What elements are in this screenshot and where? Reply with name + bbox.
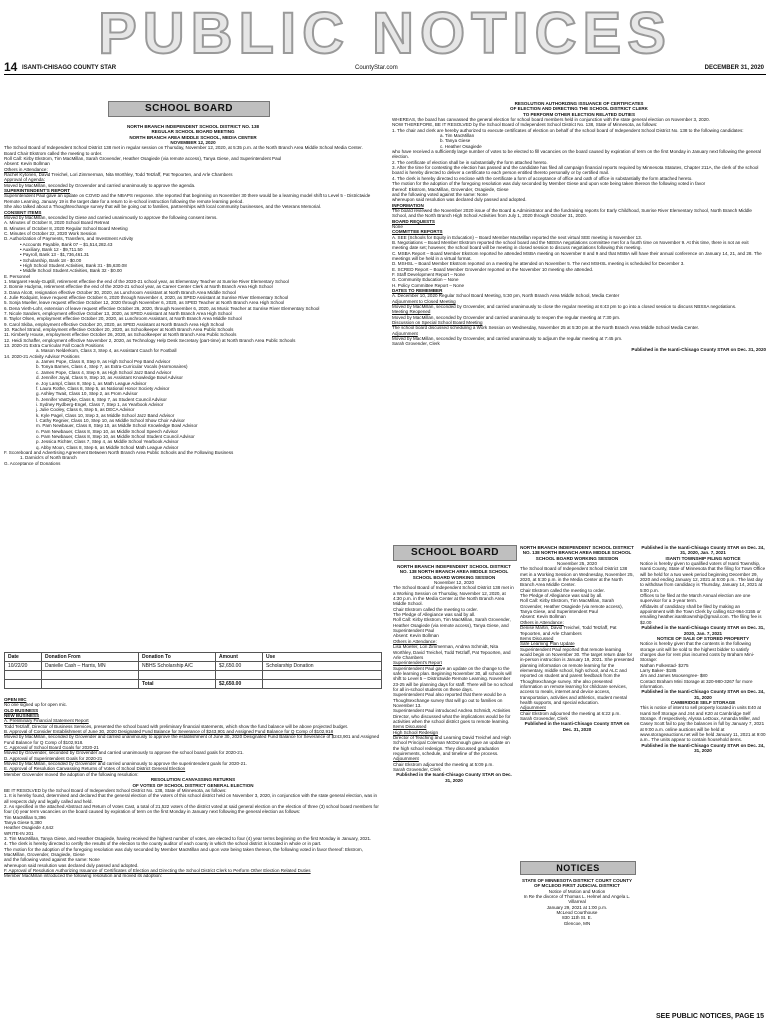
text-line: Published in the Isanti-Chisago County STAR on Dec. 24, 31, 2020 xyxy=(641,689,765,700)
text-line: BOARD REQUESTS xyxy=(392,218,435,224)
text-line: OPEN MIC xyxy=(4,697,27,702)
regular-meeting-continued xyxy=(4,697,382,1020)
text-line: • Accounts Payable, Bank 07 – $1,514,282.43 xyxy=(20,241,113,247)
text-line: a. James Pope, Class 8, Step 9, as High School Pep Band Advisor xyxy=(36,359,171,365)
text-line: Superintendent Paul gave an update on COVID and the NBAPS response. She reported that beginning on November 30 there would be a learning model shift to Level 5 - Districtwide Remote Learning. January 19 is the target date for a return to in-school instruction following the remote learning period. xyxy=(4,193,371,204)
text-line: Superintendent Paul also reported that there would be a Thoughtexchange survey that will go out to families on November 13. xyxy=(393,692,506,708)
text-line: Roll Call: Kirby Ekstrom, Tim MacMillan, Sarah Grovender, Heather Osagiede (via remote access), Tanya Giese, and Superintendent Paul xyxy=(393,617,511,634)
text-line: A. Preliminary Financial Statement Report xyxy=(4,718,89,724)
text-line: Moved by MacMillan, seconded by Grovender and carried unanimously to reopen the regular meeting at 7:30 pm. xyxy=(392,314,621,320)
court-notice xyxy=(520,878,634,978)
text-line: a. Tim MacMillan xyxy=(440,133,475,139)
text-line: OLD BUSINESS xyxy=(4,707,39,713)
text-line: 1. Darnick's of North Branch xyxy=(20,455,77,461)
text-line: Adjournment to Closed Meeting xyxy=(392,298,456,304)
text-line: She also talked about a Thoughtexchange survey that will be going out to families, partnerships with local community businesses, and the Veterans Memorial. xyxy=(4,204,322,210)
cell xyxy=(216,671,263,680)
text-line: 1. The chair and clerk are hereby authorized to execute certificates of election on behalf of the school board of Independent School District No. 138 to the following candidates: xyxy=(392,127,744,133)
cell: NBHS Scholarship A/C xyxy=(139,662,216,671)
text-line: and the following voted against the same: None xyxy=(392,191,488,197)
text-line: 2. The certificate of election shall be in substantially the form attached hereto. xyxy=(392,159,548,165)
text-line: Nathan Folkestad- $275 xyxy=(640,662,689,668)
text-line: High School Redesign xyxy=(393,729,438,735)
text-line: b. Tanya Giese xyxy=(440,138,471,144)
text-line: OF VOTES OF SCHOOL DISTRICT GENERAL ELECTION xyxy=(132,782,254,788)
donations-header-row xyxy=(5,653,382,662)
text-line: c. Heather Osagiede xyxy=(440,143,482,149)
page-number: 14 xyxy=(4,60,18,74)
text-line: 12. Heidi Schaffer, employment effective November 2, 2020, as Technology Help Desk Secretary (part-time) at North Branch Area Public Schools xyxy=(4,337,296,343)
text-line: NOVEMBER 12, 2020 xyxy=(170,140,216,146)
text-line: Todd Tetzlaff, Director of Business Services, presented the school board with preliminary financial statements, which show the fund balance will be above projected budget. xyxy=(4,723,349,729)
text-line: thereof: Ekstrom, MacMillan, Grovender, Osagiede, Giese xyxy=(392,186,509,192)
text-line: Others in Attendance: xyxy=(4,166,48,172)
text-line: Board Chair Ekstrom called the meeting to order. xyxy=(4,150,103,156)
text-line: Others in Attendance: xyxy=(520,619,564,625)
col-amount: Amount xyxy=(216,653,263,662)
text-line: Moved by MacMillan, seconded by Giese and carried unanimously to approve the following consent items. xyxy=(4,214,218,220)
text-line: e. Joy Lampl, Class 8, Step 1, as Math League Advisor xyxy=(36,380,147,386)
text-line: NORTH BRANCH AREA MIDDLE SCHOOL, MEDIA CENTER xyxy=(129,134,257,140)
text-line: i. Sydney Rydberg-Engel, Class 7, Step 1, as Yearbook Advisor xyxy=(36,401,164,407)
text-line: f. Laura Rothe, Class 8, Step 5, as National Honor Society Advisor xyxy=(36,385,170,391)
text-line: NEW BUSINESS xyxy=(4,713,40,719)
text-line: REGULAR SCHOOL BOARD MEETING xyxy=(151,129,235,135)
text-line: and the following voted against the same: None xyxy=(4,857,100,863)
text-line: c. James Pope, Class 4, Step 9, as High School Jazz Band Advisor xyxy=(36,369,172,375)
text-line: November 12, 2020 xyxy=(434,580,474,586)
text-line: A. Minutes of October 8, 2020 School Board Retreat xyxy=(4,220,110,226)
text-line: NORTH BRANCH INDEPENDENT SCHOOL DISTRICT NO. 138 xyxy=(126,124,260,129)
text-line: Offices to be filed at the March Annual election are one supervisor for a 3-year term. xyxy=(640,593,751,604)
text-line: The school board discussed scheduling a Work Session on Wednesday, November 25 at 5:30 pm at the North Branch Area Middle School Media Center. xyxy=(392,325,700,331)
text-line: Moved by MacMillan, seconded by Grovender, and carried unanimously to adjourn the regular meeting at 7:45 pm. xyxy=(392,336,623,342)
text-line: Notice is hereby given that the contents in the following storage unit will be sold to the highest bidder to satisfy charges due for rent plus incurred costs by Braham Mini-Storage: xyxy=(640,641,755,663)
text-line: 3. Tim MacMillan, Tanya Giese, and Heather Osagiede, having received the highest number of votes, are elected to four (4) year terms beginning on the first Monday in January, 2021. xyxy=(4,835,372,841)
text-line: Meeting Reopened xyxy=(392,309,431,315)
text-line: Sarah Grovender, Clerk xyxy=(392,341,440,347)
text-line: ISANTI TOWNSHIP FILING NOTICE xyxy=(665,555,741,561)
total-amount: $2,650.00 xyxy=(216,680,263,689)
text-line: 13. 2020-21 Extra Curricular Fall Coach Positions xyxy=(4,343,104,349)
text-line: whereupon said resolution was declared duly passed and adopted. xyxy=(4,862,139,868)
folio-bar xyxy=(0,60,770,74)
text-line: This is notice of intent to sell property located in units E40 at Isanti Self Storage and J44 and K20 at Cambridge Self Storage. If respectively, Alyssa LeDoux, Amanda Miller, and Casey Scott fail to pay the balances in full by January 7, 2021 at 9:00 a.m. online auctions will be held at www.storageauctions.net will be held January 11, 2021 at 9:00 a.m.. The units appear to contain household items. xyxy=(640,705,766,743)
text-line: o. Pam Newbauer, Class 8, Step 10, as Middle School Student Council Advisor xyxy=(36,433,195,439)
working-session-nov12 xyxy=(393,564,515,1020)
text-line: D. Approval of Superintendent Goals for 2020-21 xyxy=(4,755,103,761)
text-line: Adjournment xyxy=(393,756,419,762)
text-line: Superintendent Paul introduced Andrea Schmidt, Activities Director, who discussed what the implications would be for activities when the school district goes to remote learning. xyxy=(393,708,511,724)
text-line: WHEREAS, the board has canvassed the general election for school board members held in conjunction with the state general election on November 3, 2020. xyxy=(392,117,710,123)
text-line: • High School Student Activities, Bank 31 - $5,630.08 xyxy=(20,262,127,268)
col-date: Date xyxy=(5,653,42,662)
text-line: E. SCRED Report – Board Member Grovender reported on the November 10 meeting she attended. xyxy=(392,266,594,272)
text-line: The motion for the adoption of the foregoing resolution was duly seconded by Member MacMillan and upon vote being taken thereon, the following voted in favor thereof: Ekstrom, MacMillan, Grovender, Osagiede, Giese xyxy=(4,846,363,857)
text-line: Director of Teaching and Learning David Treichel and High School Principal Coleman McDonough gave an update on the high school redesign. They discussed graduation requirements, schedule, and timeline of the process. xyxy=(393,735,511,757)
text-line: B. Approval of Consider Establishment of June 30, 2020 Designated Fund Balance for Severance of $243,901 and Assigned Fund Balance for Q Comp of $102,918 xyxy=(4,729,334,735)
text-line: Affidavits of candidacy shall be filed by making an appointment with the Town Clerk by calling 612-964-3155 or emailing heather.isantitownship@gmail.com. The filing fee is $2.00 xyxy=(640,603,762,625)
text-line: SCHOOL BOARD WORKING SESSION xyxy=(412,574,496,580)
cell: $2,650.00 xyxy=(216,662,263,671)
text-line: Absent: Kevin Bollman xyxy=(4,161,50,167)
text-line: STATE OF MINNESOTA DISTRICT COURT COUNTY OF MCLEOD FIRST JUDICIAL DISTRICT xyxy=(522,878,632,889)
cell xyxy=(5,671,42,680)
text-line: The School Board of Independent School District 138 met in regular session on Thursday, November 12, 2020, at 5:35 p.m. at the North Branch Area Middle School Media Center. xyxy=(4,145,363,151)
text-line: Sarah Grovender, Clerk xyxy=(520,716,568,721)
text-line: Published in the Isanti-Chisago County STAR on Dec. 31, 2020 xyxy=(524,721,630,732)
text-line: Glencoe, MN xyxy=(563,920,591,926)
total-label: Total xyxy=(139,680,216,689)
text-line: RESOLUTION AUTHORIZING ISSUANCE OF CERTIFICATES xyxy=(514,101,644,106)
cell: 10/22/20 xyxy=(5,662,42,671)
text-line: WRITE-IN 201 xyxy=(4,830,34,836)
text-line: INFORMATION xyxy=(392,202,424,208)
text-line: who have received a sufficiently large number of votes to be elected to fill vacancies on the board caused by expiration of term on the first Monday in January next following the general election. xyxy=(392,149,761,160)
text-line: E. Personnel xyxy=(4,273,31,279)
text-line: C. MSBA Report – Board Member Ekstrom reported he attended MSBA meeting on November 8 and 9 and that MSBA will have their annual conference on January 14, 21, and 28. The meetings will be held in a virtual format. xyxy=(392,250,762,261)
text-line: The board reviewed the November 2020 issue of the Board & Administrator and the fundraising reports for Early Childhood, Sunrise River Elementary School, North Branch Middle School, and the North Branch High School Activities from July 1, 2020 through October 31, 2020. xyxy=(392,207,752,219)
text-line: Published in the Isanti-Chisago County STAR on Dec. 31, 2020 xyxy=(396,772,512,783)
text-line: Member Grovender moved the adoption of the following resolution: xyxy=(4,771,139,777)
text-line: NORTH BRANCH INDEPENDENT SCHOOL DISTRICT NO. 138 NORTH BRANCH AREA MIDDLE SCHOOL xyxy=(520,545,634,556)
masthead xyxy=(0,0,770,70)
text-line: None xyxy=(392,223,403,229)
text-line: n. Pam Newbauer, Class 8, Step 10, as Middle School Speech Advisor xyxy=(36,428,179,434)
text-line: • Scholarship, Bank 18 - $0.00 xyxy=(20,257,82,263)
text-line: q. Abby Moon, Class 8, Step 6, as Middle School Math League Advisor xyxy=(36,444,179,450)
school-board-header-2: SCHOOL BOARD xyxy=(393,545,517,561)
text-line: Notice of Motion and Motion xyxy=(548,888,606,894)
issue-date: DECEMBER 31, 2020 xyxy=(704,65,764,71)
text-line: Published in the Isanti-Chisago County STAR on Dec. 31, 2020, Jan. 7, 2021 xyxy=(641,625,765,636)
text-line: A. SEE (Schools for Equity in Education) – Board Member MacMillan reported the next virtual SEE meeting is November 13. xyxy=(392,234,642,240)
cell xyxy=(263,671,382,680)
text-line: Member MacMillan introduced the following resolution and moved its adoption: xyxy=(4,873,162,879)
header-rule xyxy=(4,74,766,75)
text-line: BE IT RESOLVED by the School Board of Independent School District No. 138, State of Minnesota, as follows: xyxy=(4,787,227,793)
text-line: Superintendent Paul reported that remote learning would begin on November 30. The target return date for in-person instruction is January 19, 2021. She presented planning information on remote learning for the elementary, middle school, high school, and ALC and reported on student and parent feedback from the Thoughtexchange survey. She also presented information on remote learning for childcare services, access to meals, internet and device access, transportation, activities and athletics, student mental health supports, and special education. xyxy=(520,646,634,705)
working-session-nov25 xyxy=(520,545,634,857)
text-line: Moved by MacMillan, seconded by Grovender, and carried unanimously to close the regular meeting at 6:43 pm to go into a closed session to discuss NBSSA negotiations. xyxy=(392,304,737,310)
text-line: Published in the Isanti-Chisago County STAR on Dec. 24, 31, 2020, Jan. 7, 2021 xyxy=(641,545,765,556)
text-line: Safe Learning Plan Update xyxy=(520,641,575,647)
text-line: Published in the Isanti-Chisago County STAR on Dec. 31, 2020 xyxy=(631,346,766,352)
text-line: SCHOOL BOARD WORKING SESSION xyxy=(535,555,619,561)
text-line: E. Approval of Resolution Canvassing Returns of Votes of School District General Election xyxy=(4,766,186,772)
text-line: Lisa Moeller, Lori Zimmerman, Andrea Schmidt, Nita Worthley, David Treichel, Todd Tetzlaff, Pat Tepoorten, and Arle Chambers xyxy=(393,644,511,660)
text-line: k. Kyle Pagel, Class 10, Step 3, as Middle School Jazz Band Advisor xyxy=(36,412,175,418)
text-line: No one signed up for open mic. xyxy=(4,702,68,708)
text-line: Adjournment xyxy=(392,330,418,336)
text-line: B. Minutes of October 8, 2020 Regular School Board Meeting xyxy=(4,225,128,231)
cell xyxy=(42,680,139,689)
text-line: 4. The clerk is hereby directed to enclose with the certificate a form of acceptance of office and oath of office in substantially the form attached hereto. xyxy=(392,175,693,181)
section-title: PUBLIC NOTICES xyxy=(98,1,672,66)
text-line: Chair Ekstrom called the meeting to order. xyxy=(520,587,605,593)
text-line: a. Mason Nelderkom, Class 3, Step 4, as Assistant Coach for Football xyxy=(36,348,177,354)
text-line: D. Authorization of Payments, Transfers, and Investment Activity xyxy=(4,236,134,242)
text-line: Rachel Kytonen, David Treichel, Lori Zimmerman, Nita Worthley, Todd Tetzlaff, Pat Tepoorten, and Arle Chambers xyxy=(4,172,233,178)
text-line: Contact Braham Mini Storage at 320-980-3267 for more information. xyxy=(640,678,753,689)
text-line: 14. 2020-21 Activity Advisor Positions xyxy=(4,353,80,359)
text-line: Items Discussed xyxy=(520,635,554,641)
text-line: Discussion on Special School Board Meeting xyxy=(392,320,483,326)
text-line: Absent: Kevin Bollman xyxy=(520,614,566,620)
table-row xyxy=(5,671,382,680)
cell: Scholarship Donation xyxy=(263,662,382,671)
text-line: 10. Rachel Strand, employment effective October 20, 2020, as Schoolkeeper at North Branch Area Public Schools xyxy=(4,327,234,333)
text-line: OF ELECTION AND DIRECTING THE SCHOOL DISTRICT CLERK xyxy=(510,106,648,112)
text-line: NOTICE OF SALE OF STORED PROPERTY xyxy=(656,635,750,641)
certificate-resolution xyxy=(392,101,766,529)
text-line: NOW THEREFORE, BE IT RESOLVED by the School Board of Independent School District No. 138, State of Minnesota, as follows: xyxy=(392,122,658,128)
text-line: Chair Ekstrom adjourned the meeting at 5:09 p.m. xyxy=(393,761,494,767)
text-line: 2. Bonnie Hudyma, retirement effective the end of the 2020-21 school year, as Career Center Clerk at North Branch Area High School xyxy=(4,284,273,290)
text-line: January 29, 2021 at 1:00 p.m. xyxy=(546,904,608,910)
text-line: 830 11th St. E. xyxy=(562,915,592,921)
table-total-row xyxy=(5,680,382,689)
text-line: 3. Dana Alcott, resignation effective October 30, 2020, as Lunchroom Assistant at North Branch Area Middle School xyxy=(4,289,236,295)
text-line: Sarah Grovender, Clerk xyxy=(393,767,441,773)
text-line: g. Ashley Twait, Class 10, Step 2, as Prom Advisor xyxy=(36,391,138,397)
donations-table xyxy=(4,652,382,689)
text-line: G. Community Education – None xyxy=(392,277,459,283)
text-line: 7. Nicole Sanders, employment effective October 13, 2020, as SPED Assistant at North Branch Area High School xyxy=(4,311,232,317)
text-line: 1. It is hereby found, determined and declared that the general election of the voters of this school district held on November 3, 2020, in conjunction with the state general election, was in all respects duly and legally called and held. xyxy=(4,793,378,804)
regular-meeting-minutes xyxy=(4,124,382,650)
text-line: Larry Baker- $185 xyxy=(640,667,677,673)
public-notices-column xyxy=(640,545,766,1011)
text-line: The motion for the adoption of the foregoing resolution was duly seconded by Member Giese and upon vote being taken thereon the following voted in favor xyxy=(392,181,706,187)
text-line: The School Board of Independent School District 138 met in a Working Session on Thursday, November 12, 2020, at 4:30 p.m. in the Media Center at the North Branch Area Middle School. xyxy=(393,585,514,607)
text-line: h. Jennifer VanDyke, Class 6, Step 7, as Student Council Advisor xyxy=(36,396,167,402)
text-line: The Pledge of Allegiance was said by all. xyxy=(520,593,603,599)
website-link[interactable]: CountyStar.com xyxy=(355,65,398,71)
text-line: 5. Sonja Mueller, leave request effective October 12, 2020 through November 6, 2020, as SPED Teacher at North Branch Area High School xyxy=(4,300,285,306)
text-line: Roll Call: Kirby Ekstrom, Tim MacMillan, Sarah Grovender, Heather Osagiede (via remote access), Tanya Giese, and Superintendent Paul xyxy=(520,598,623,615)
text-line: TO PERFORM OTHER ELECTION RELATED DUTIES xyxy=(523,111,635,117)
text-line: Chair Ekstrom called the meeting to order. xyxy=(393,606,478,612)
continued-footer: SEE PUBLIC NOTICES, PAGE 15 xyxy=(655,1013,764,1020)
text-line: Superintendent's Report xyxy=(393,660,442,666)
text-line: Moved by MacMillan, seconded by Grovender and carried unanimously to approve the establishment of June 30, 2020 Designated Fund Balance for Severance of $243,901 and Assigned Fund Balance for Q Comp of $102,918. xyxy=(4,734,380,745)
text-line: Tim MacMillan 5,396 xyxy=(4,814,46,820)
text-line: • Middle School Student Activities, Bank 32 - $0.00 xyxy=(20,268,122,274)
notices-header: NOTICES xyxy=(520,861,636,875)
text-line: The School Board of Independent School District 138 met in a Working Session on Wednesday, November 25, 2020, at 5:30 p.m. in the Media Center at the North Branch Area Middle Center. xyxy=(520,566,634,588)
text-line: H. Policy Committee Report – None xyxy=(392,282,465,288)
text-line: Superintendent Paul gave an update on the change to the safe learning plan. Beginning November 30, all schools will shift to Level 5 – Districtwide Remote Learning. November 23-25 will be planning days for staff. There will be no school for all in-school students on these days. xyxy=(393,665,514,692)
text-line: Notice is hereby given to qualified voters of Isanti Township, Isanti County, State of Minnesota that the filing for Town Office will be held for a two week period beginning December 29, 2020 and ending January 12, 2021 at 5:00 p.m.. The last day to withdraw from candidacy is Thursday, January 14, 2021 at 5:00 p.m. xyxy=(640,561,766,593)
text-line: 4. The clerk is hereby directed to certify the results of the election to the county auditor of each county in which the school district is located in whole or in part. xyxy=(4,841,322,847)
text-line: Jim and James Moosengree- $80 xyxy=(640,673,708,679)
text-line: • Payroll, Bank 13 - $1,736,461.31 xyxy=(20,252,90,258)
text-line: whereupon said resolution was declared duly passed and adopted. xyxy=(392,197,527,203)
text-line: In Re the divorce of Thomas L. Helmel and Angela L. Villarreal xyxy=(523,894,631,905)
text-line: Published in the Isanti-Chisago County STAR on Dec. 24, 31, 2020 xyxy=(641,742,765,754)
text-line: 9. Carol Skiba, employment effective October 20, 2020, as SPED Assistant at North Branch Area High School xyxy=(4,321,225,327)
text-line: McLeod Courthouse xyxy=(556,910,598,916)
table-row xyxy=(5,662,382,671)
text-line: Moved by Grovender, seconded by Grovender and carried unanimously to approve the school board goals for 2020-21. xyxy=(4,750,244,756)
text-line: F. Staff Development Report – None xyxy=(392,272,465,277)
text-line: C. Approval of School Board Goals for 2020-21 xyxy=(4,745,99,751)
text-line: A. December 10, 2020 Regular School Board Meeting, 5:30 pm, North Branch Area Middle School, Media Center xyxy=(392,293,620,299)
text-line: F. Approval of Resolution Authorizing Issuance of Certificates of Election and Directing the School District Clerk to Perform Other Election Related Duties xyxy=(4,868,311,873)
cell xyxy=(263,680,382,689)
cell xyxy=(5,680,42,689)
cell xyxy=(139,671,216,680)
text-line: F. Scoreboard and Advertising Agreement Between North Branch Area Public Schools and the Following Business xyxy=(4,449,234,455)
text-line: Chair Ekstrom adjourned the meeting at 6:22 p.m. xyxy=(520,710,621,716)
text-line: CAMBRIDGE SELF STORAGE xyxy=(670,699,736,705)
text-line: Moved by MacMillan, seconded by Grovender and carried unanimously to approve the agenda. xyxy=(4,182,196,188)
text-line: 11. Kimberly House, employment effective October 26, 2020, as Schoolkeeper at North Branch Area Public Schools xyxy=(4,332,237,338)
text-line: NORTH BRANCH INDEPENDENT SCHOOL DISTRICT NO. 138 NORTH BRANCH AREA MIDDLE SCHOOL xyxy=(397,564,511,575)
text-line: SUPERINTENDENT'S REPORT xyxy=(4,188,71,194)
text-line: Denise Martin, David Treichel, Todd Tetzlaff, Pat Tepoorten, and Arle Chambers xyxy=(520,625,617,636)
text-line: 8. Taylor Olsen, employment effective October 20, 2020, as Lunchroom Assistant, at North Branch Area Middle School xyxy=(4,316,242,322)
col-use: Use xyxy=(263,653,382,662)
text-line: Tanya Giese 5,380 xyxy=(4,819,42,825)
text-line: d. Jennifer Joyal, Class 9, Step 10, as Assistant Knowledge Bowl Advisor xyxy=(36,375,183,381)
text-line: Items Discussed xyxy=(393,724,427,730)
text-line: D. MSHSL – Board Member Ekstrom reported on a meeting he attended on November 5. The next MSHSL meeting is scheduled for December 3. xyxy=(392,261,685,267)
text-line: Approval of Agenda: xyxy=(4,177,45,183)
text-line: Others in Attendance: xyxy=(393,638,437,644)
col-from: Donation From xyxy=(42,653,139,662)
text-line: Absent: Kevin Bollman xyxy=(393,633,439,639)
text-line: 2. As specified in the attached Abstract and Return of Votes Cast, a total of 21,522 voters of the district voted at said general election on the election of three (3) school board members for four (4) year term vacancies on the board caused by expiration of term on the first Monday in January next following the general election as follows: xyxy=(4,803,379,815)
text-line: COMMITTEE REPORTS xyxy=(392,229,443,235)
school-board-header: SCHOOL BOARD xyxy=(108,101,270,117)
text-line: 4. Julie Rodquist, leave request effective October 6, 2020 through November 4, 2020, as SPED Assistant at Sunrise River Elementary School xyxy=(4,295,289,300)
text-line: CONSENT ITEMS xyxy=(4,209,42,215)
cell xyxy=(42,671,139,680)
cell: Danielle Cash – Harris, MN xyxy=(42,662,139,671)
text-line: Moved by MacMillan, seconded by Grovender and carried unanimously to approve the superintendent goals for 2020-21. xyxy=(4,761,247,767)
text-line: 1. Margaret Healy-Guptill, retirement effective the end of the 2020-21 school year, as Elementary Teacher at Sunrise River Elementary School xyxy=(4,278,289,284)
text-line: j. Julie Cooley, Class 6, Step 5, as DECA Advisor xyxy=(36,407,135,413)
text-line: l. Cathy Regnier, Class 10, Step 10, as Middle School Show Choir Advisor xyxy=(36,417,185,423)
text-line: RESOLUTION CANVASSING RETURNS xyxy=(150,777,236,783)
text-line: DATES TO REMEMBER xyxy=(392,288,443,294)
text-line: 6. Dena Vieth-Lohr, extension of leave request effective October 26, 2020, through November 6, 2020, as Music Teacher at Sunrise River Elementary School xyxy=(4,305,320,311)
col-to: Donation To xyxy=(139,653,216,662)
text-line: November 25, 2020 xyxy=(557,561,597,567)
text-line: Roll Call: Kirby Ekstrom, Tim MacMillan, Sarah Grovender, Heather Osagiede (via remote access), Tanya Giese, and Superintendent Paul xyxy=(4,156,282,162)
text-line: Adjournment xyxy=(520,705,546,711)
text-line: Heather Osagiede 4,642 xyxy=(4,825,54,831)
text-line: m. Pam Newbauer, Class 8, Step 10, as Middle School Knowledge Bowl Advisor xyxy=(36,423,198,429)
text-line: The Pledge of Allegiance was said by all. xyxy=(393,612,476,618)
text-line: B. Negotiations – Board Member Ekstrom reported the school board and the NBSSA negotiations committee met for a fourth time on November 9. At this time, there is not an exit meeting date set; however, the school board will be meeting in closed session to discuss negotiations following this meeting. xyxy=(392,239,749,251)
text-line: • Auxiliary, Bank 12 - $9,711.50 xyxy=(20,246,83,252)
paper-name: ISANTI-CHISAGO COUNTY STAR xyxy=(22,65,117,71)
text-line: b. Tonya Barnes, Class 4, Step 7, as Extra-Curricular Vocals (Harmonaires) xyxy=(36,364,188,370)
text-line: G. Acceptance of Donations xyxy=(4,460,61,466)
text-line: C. Minutes of October 22, 2020 Work Session xyxy=(4,230,97,236)
text-line: p. Jessica Richter, Class 7, Step 4, as Middle School Yearbook Advisor xyxy=(36,439,179,445)
text-line: 3. After the time for contesting the election has passed and the candidate has filed all campaign financial reports required by Minnesota Statutes, Chapter 211A, the clerk of the school board is hereby directed to deliver a certificate to each person entitled thereto personally or by certified mail. xyxy=(392,165,759,176)
